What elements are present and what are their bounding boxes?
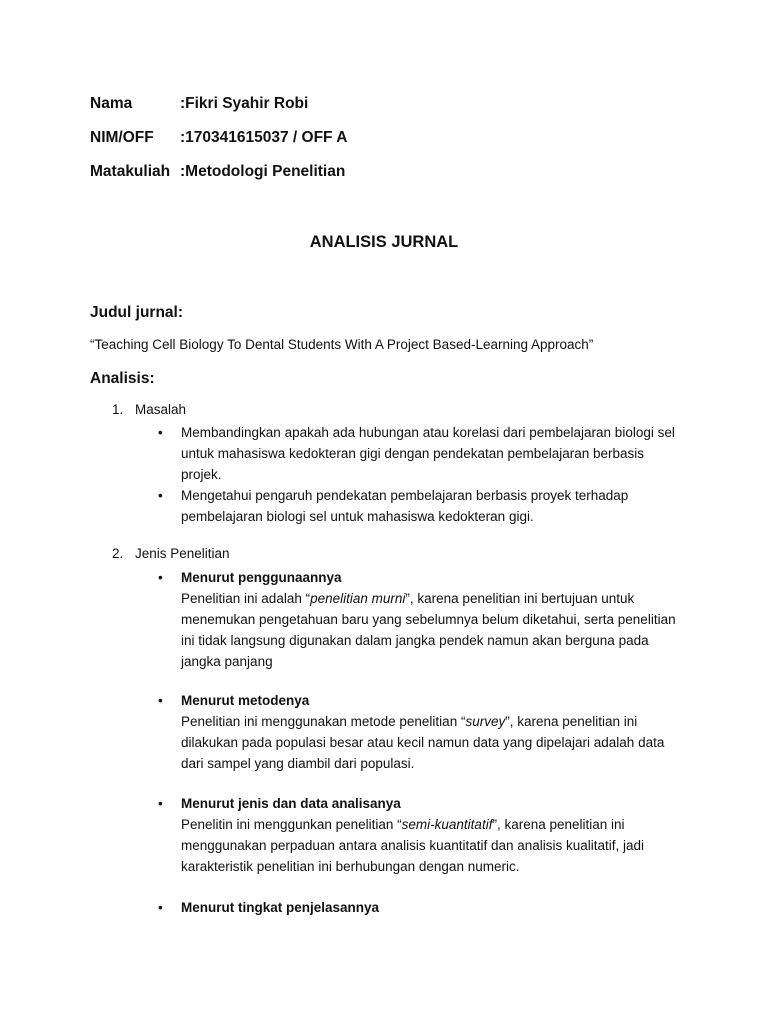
- bullet-icon: •: [158, 900, 163, 915]
- text-segment: Penelitian ini adalah “: [181, 591, 311, 606]
- info-value: :Metodologi Penelitian: [180, 163, 346, 180]
- bullet-text: Membandingkan apakah ada hubungan atau korelasi dari pembelajaran biologi sel untuk mahasiswa kedokteran gigi dengan pendekatan pembelajaran berbasis projek.: [181, 425, 675, 482]
- list-number: 2.: [112, 546, 124, 561]
- bullet-icon: •: [158, 796, 163, 811]
- bullet-body: [181, 793, 681, 877]
- info-label: NIM/OFF: [90, 129, 154, 146]
- bullet-body: [181, 567, 681, 672]
- text-segment: ”, karena penelitian ini bertujuan untuk menemukan pengetahuan baru yang sebelumnya belum diketahui, serta penelitian ini tidak langsung digunakan dalam jangka pendek namun akan berguna pada jangka panjang: [181, 591, 676, 669]
- bullet-title: Menurut tingkat penjelasannya: [181, 900, 380, 915]
- bullet-text: [181, 711, 681, 774]
- bullet-title: Menurut penggunaannya: [181, 570, 342, 585]
- emphasis-text: penelitian murni: [310, 591, 406, 606]
- list-label: Jenis Penelitian: [135, 546, 230, 561]
- info-label: Nama: [90, 95, 133, 112]
- judul-heading: Judul jurnal:: [90, 304, 183, 321]
- analisis-heading: Analisis:: [90, 370, 155, 387]
- bullet-body: [181, 897, 681, 918]
- bullet-text: Mengetahui pengaruh pendekatan pembelajaran berbasis proyek terhadap pembelajaran biologi sel untuk mahasiswa kedokteran gigi.: [181, 488, 629, 524]
- bullet-title: Menurut metodenya: [181, 693, 310, 708]
- bullet-icon: •: [158, 488, 163, 503]
- text-segment: Penelitin ini menggunkan penelitian “: [181, 817, 402, 832]
- bullet-text: [181, 588, 681, 672]
- bullet-icon: •: [158, 570, 163, 585]
- emphasis-text: survey: [465, 714, 506, 729]
- info-value: :Fikri Syahir Robi: [180, 95, 309, 112]
- bullet-title: Menurut jenis dan data analisanya: [181, 796, 401, 811]
- text-segment: ”, karena penelitian ini dilakukan pada populasi besar atau kecil namun data yang dipelajari adalah data dari sampel yang diambil dari populasi.: [181, 714, 665, 771]
- info-value: :170341615037 / OFF A: [180, 129, 348, 146]
- bullet-text: [181, 814, 681, 877]
- text-segment: ”, karena penelitian ini menggunakan perpaduan antara analisis kuantitatif dan analisis kualitatif, jadi karakteristik penelitian ini berhubungan dengan numeric.: [181, 817, 645, 874]
- emphasis-text: semi-kuantitatif: [401, 817, 493, 832]
- bullet-icon: •: [158, 425, 163, 440]
- bullet-body: [181, 690, 681, 774]
- list-label: Masalah: [135, 402, 187, 417]
- info-label: Matakuliah: [90, 163, 171, 180]
- bullet-icon: •: [158, 693, 163, 708]
- text-segment: Penelitian ini menggunakan metode penelitian “: [181, 714, 466, 729]
- document-title: ANALISIS JURNAL: [309, 233, 459, 251]
- judul-text: “Teaching Cell Biology To Dental Students With A Project Based-Learning Approach”: [90, 337, 594, 352]
- list-number: 1.: [112, 402, 124, 417]
